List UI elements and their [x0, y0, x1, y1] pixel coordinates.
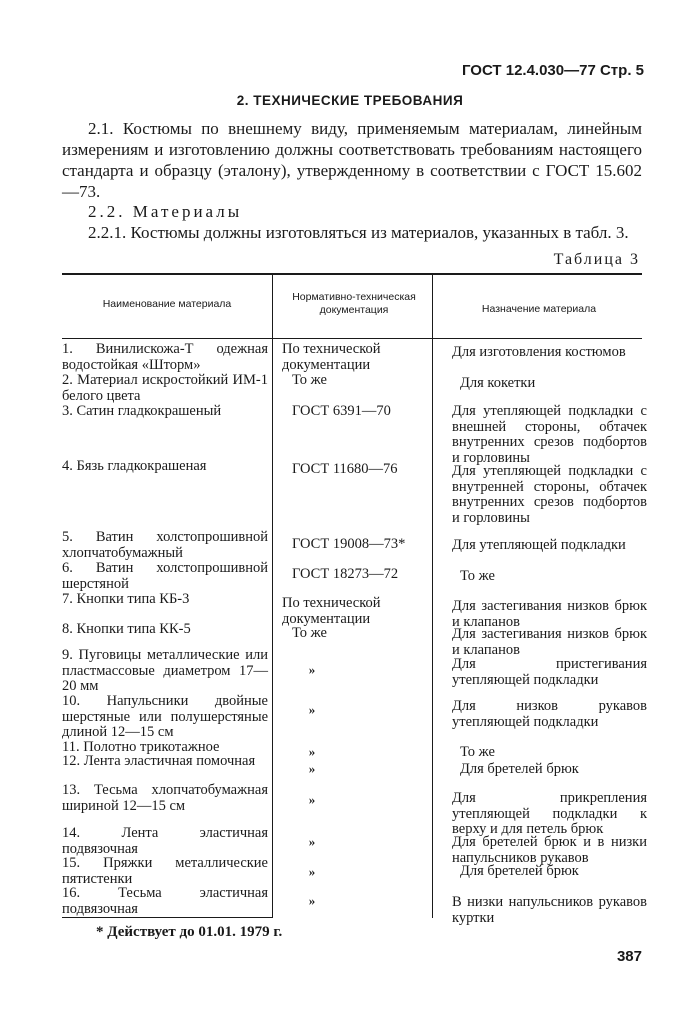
table-cell-purpose: Для изготовления костюмов	[452, 344, 626, 360]
column-header-material: Наименование материала	[102, 298, 232, 310]
table-cell-purpose: Для прикрепления утепляющей подкладки к верху и для петель брюк	[452, 790, 647, 837]
table-cell-material: 13. Тесьма хлопчатобумажная шириной 12—15 см	[62, 782, 268, 814]
section-title: 2. ТЕХНИЧЕСКИЕ ТРЕБОВАНИЯ	[236, 93, 464, 108]
ditto-mark: »	[308, 744, 316, 759]
table-cell-material: 14. Лента эластичная подвязочная	[62, 825, 268, 857]
table-cell-purpose: Для застегивания низков брюк и клапанов	[452, 598, 647, 630]
table-cell-doc: По технической документации	[282, 341, 381, 373]
table-cell-purpose: Для утепляющей подкладки	[452, 537, 626, 553]
table-cell-doc: ГОСТ 19008—73*	[292, 536, 406, 552]
ditto-mark: »	[308, 662, 316, 677]
table-cell-purpose: Для пристегивания утепляющей подкладки	[452, 656, 647, 688]
table-cell-material: 6. Ватин холстопрошивной шерстяной	[62, 560, 268, 592]
ditto-mark: »	[308, 761, 316, 776]
table-cell-purpose: Для утепляющей подкладки с внешней стороны, обтачек внутренних срезов подбортов и горловины	[452, 403, 647, 466]
table-cell-material: 16. Тесьма эластичная подвязочная	[62, 885, 268, 917]
table-cell-material: 11. Полотно трикотажное	[62, 739, 220, 755]
table-column-divider-2	[432, 273, 433, 918]
table-cell-purpose: Для бретелей брюк	[460, 761, 579, 777]
table-cell-material: 1. Винилискожа-Т одежная водостойкая «Шторм»	[62, 341, 268, 373]
page-header: ГОСТ 12.4.030—77 Стр. 5	[461, 62, 644, 79]
table-cell-material: 10. Напульсники двойные шерстяные или полушерстяные длиной 12—15 см	[62, 693, 268, 740]
table-top-rule	[62, 273, 642, 275]
table-cell-purpose: Для низков рукавов утепляющей подкладки	[452, 698, 647, 730]
table-cell-doc: То же	[292, 372, 327, 388]
table-cell-material: 9. Пуговицы металлические или пластмассовые диаметром 17—20 мм	[62, 647, 268, 694]
paragraph-2-2: 2.2. Материалы	[88, 202, 243, 221]
footnote: * Действует до 01.01. 1979 г.	[96, 924, 283, 940]
table-header-rule	[62, 338, 642, 339]
ditto-mark: »	[308, 792, 316, 807]
table-cell-material: 8. Кнопки типа КК-5	[62, 621, 191, 637]
table-cell-purpose: То же	[460, 744, 495, 760]
table-cell-purpose: Для бретелей брюк	[460, 863, 579, 879]
footnote-rule	[62, 917, 272, 918]
column-header-purpose: Назначение материала	[481, 303, 597, 315]
table-cell-material: 5. Ватин холстопрошивной хлопчатобумажный	[62, 529, 268, 561]
table-cell-purpose: Для бретелей брюк и в низки напульсников рукавов	[452, 834, 647, 866]
table-cell-material: 4. Бязь гладкокрашеная	[62, 458, 207, 474]
table-cell-doc: ГОСТ 18273—72	[292, 566, 399, 582]
table-cell-material: 3. Сатин гладкокрашеный	[62, 403, 222, 419]
table-cell-material: 15. Пряжки металлические пятистенки	[62, 855, 268, 887]
table-cell-purpose: Для кокетки	[460, 375, 536, 391]
table-cell-purpose: В низки напульсников рукавов куртки	[452, 894, 647, 926]
table-cell-doc: ГОСТ 6391—70	[292, 403, 391, 419]
table-cell-doc: По технической документации	[282, 595, 381, 627]
ditto-mark: »	[308, 702, 316, 717]
table-cell-purpose: То же	[460, 568, 495, 584]
ditto-mark: »	[308, 864, 316, 879]
table-cell-purpose: Для утепляющей подкладки с внутренней стороны, обтачек внутренних срезов подбортов и горловины	[452, 463, 647, 526]
table-column-divider-1	[272, 273, 273, 918]
paragraph-2-2-1: 2.2.1. Костюмы должны изготовляться из материалов, указанных в табл. 3.	[88, 223, 629, 242]
page-number: 387	[616, 948, 642, 965]
table-cell-doc: То же	[292, 625, 327, 641]
table-cell-material: 7. Кнопки типа КБ-3	[62, 591, 190, 607]
ditto-mark: »	[308, 834, 316, 849]
table-cell-material: 2. Материал искростойкий ИМ-1 белого цвета	[62, 372, 268, 404]
table-caption: Таблица 3	[553, 251, 640, 268]
table-cell-doc: ГОСТ 11680—76	[292, 461, 398, 477]
table-cell-material: 12. Лента эластичная помочная	[62, 753, 256, 769]
column-header-doc: Нормативно-техническая документация	[292, 291, 416, 316]
table-cell-purpose: Для застегивания низков брюк и клапанов	[452, 626, 647, 658]
paragraph-2-1: 2.1. Костюмы по внешнему виду, применяемым материалам, линейным измерениям и изготовлению должны соответствовать требованиям настоящего стандарта и образцу (эталону), утвержденному в соответствии с ГОСТ 15.602—73.	[62, 119, 642, 201]
ditto-mark: »	[308, 893, 316, 908]
